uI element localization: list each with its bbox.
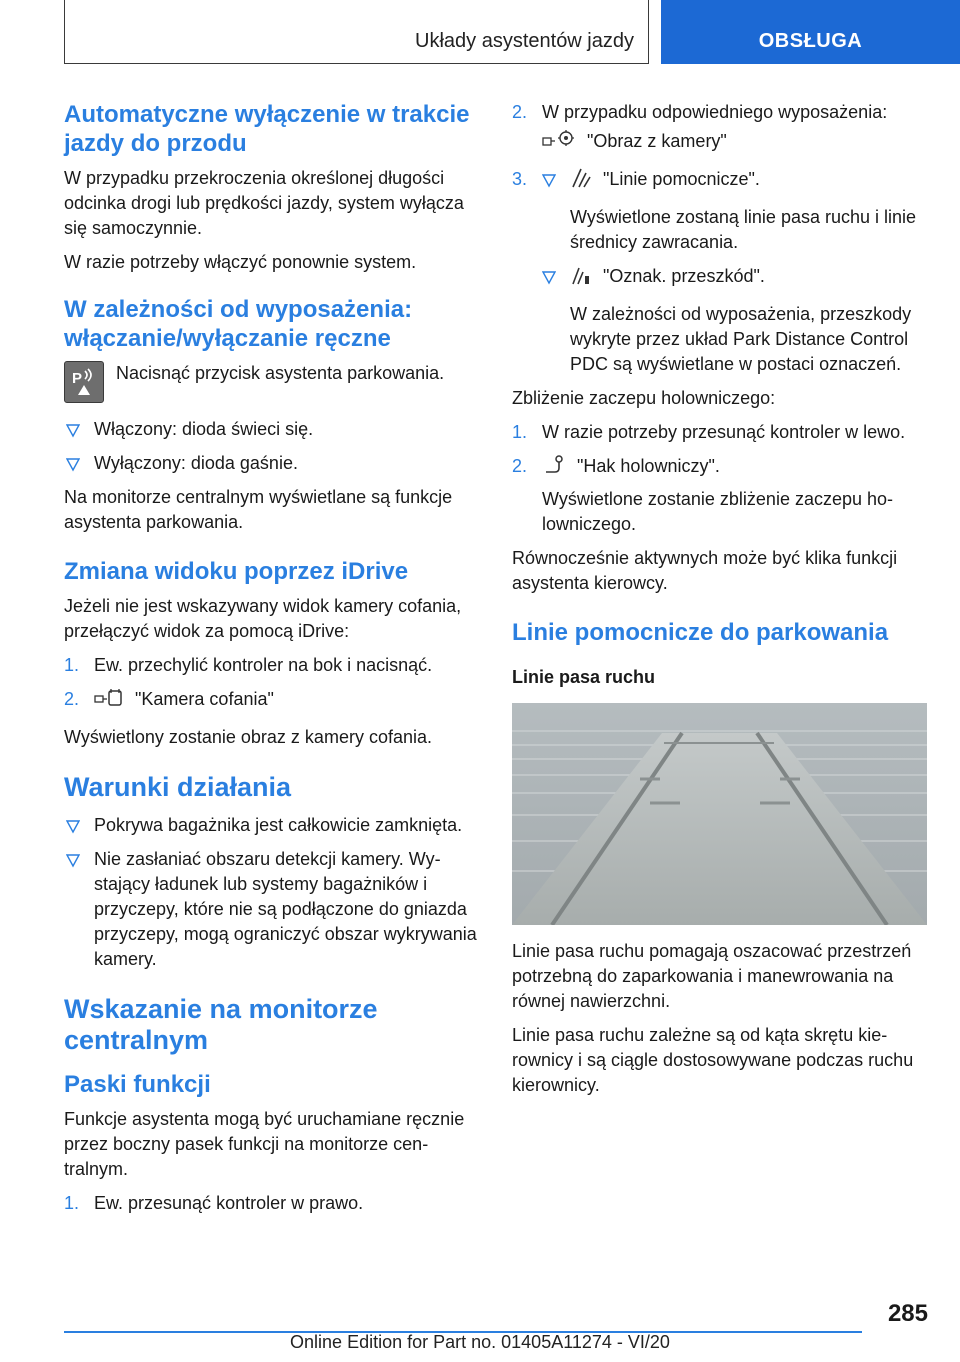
list-item-text: W razie potrzeby przesunąć kontroler w lewo. — [542, 422, 906, 442]
paragraph: Linie pasa ruchu pomagają oszacować przestrzeń potrzebną do zaparkowania i manewrowania na równej nawierzchni. — [512, 941, 912, 1011]
page-number: 285 — [887, 1300, 928, 1327]
list-number: 2. — [64, 689, 80, 709]
list-item-text: "Kamera cofania" — [135, 689, 274, 709]
rear-camera-icon — [94, 687, 124, 716]
list-item — [64, 847, 478, 972]
list-item-text: Pokrywa bagażnika jest całkowicie zamknięta. — [94, 815, 463, 835]
paragraph: Funkcje asystenta mogą być uruchamiane ręcznie przez boczny pasek funkcji na monitorze centralnym. — [64, 1109, 465, 1179]
list-number: 1. — [64, 655, 80, 675]
park-assist-button-row — [64, 361, 478, 403]
heading-lane-lines: Linie pasa ruchu — [512, 667, 656, 687]
list-item-text: Nie zasłaniać obszaru detekcji kamery. Wystający ładunek lub systemy bagażników i przyczepy, które nie są podłączone do gniazda przyczepy, mogą ograniczyć obszar wykrywania kamery. — [94, 849, 477, 969]
paragraph: Na monitorze centralnym wyświetlane są funkcje asystenta parkowania. — [64, 487, 453, 532]
guide-lines-icon — [570, 167, 592, 196]
list-item — [512, 167, 932, 196]
footer-edition: Online Edition for Part no. 01405A11274 - VI/20 — [290, 1332, 670, 1352]
list-item-text: Włączony: dioda świeci się. — [94, 419, 314, 439]
chapter-tab-label: OBSŁUGA — [758, 30, 863, 52]
list-item — [540, 264, 932, 293]
list-item-text: "Hak holowniczy". — [577, 456, 720, 476]
list-number: 1. — [512, 422, 528, 442]
list-item-text: "Linie pomocnicze". — [603, 169, 760, 189]
triangle-bullet-icon — [66, 454, 80, 479]
triangle-bullet-icon — [66, 816, 80, 841]
right-column — [512, 100, 932, 1107]
heading-conditions: Warunki działania — [64, 772, 292, 802]
heading-central-display: Wskazanie na monitorze centralnym — [64, 994, 378, 1055]
lane-lines-illustration — [512, 703, 927, 925]
obstacle-marking-icon — [570, 264, 592, 293]
list-item — [64, 813, 478, 838]
camera-view-icon — [542, 129, 576, 158]
list-item — [64, 1191, 478, 1216]
list-item-text: "Oznak. przeszkód". — [603, 266, 765, 286]
heading-auto-off: Automatyczne wyłączenie w trakcie jazdy do przodu — [64, 101, 470, 157]
list-item-text: Wyłączony: dioda gaśnie. — [94, 453, 298, 473]
paragraph: Linie pasa ruchu zależne są od kąta skrętu kierownicy i są ciągle dostosowywane podczas ruchu kierownicy. — [512, 1025, 914, 1095]
list-item — [64, 417, 478, 442]
list-item-text: Ew. przechylić kontroler na bok i nacisnąć. — [94, 655, 433, 675]
paragraph: Zbliżenie zaczepu holowniczego: — [512, 388, 776, 408]
header-section-box — [64, 0, 649, 64]
press-button-text: Nacisnąć przycisk asystenta parkowania. — [116, 363, 445, 383]
list-item — [512, 420, 932, 445]
list-item — [512, 100, 932, 125]
list-item-text: "Obraz z kamery" — [587, 131, 727, 151]
triangle-bullet-icon — [542, 170, 556, 195]
heading-parking-lines: Linie pomocnicze do parkowania — [512, 619, 889, 646]
heading-view-change: Zmiana widoku poprzez iDrive — [64, 558, 409, 585]
list-item — [512, 454, 932, 483]
svg-text:P: P — [72, 370, 83, 387]
list-item-text: Ew. przesunąć kontroler w prawo. — [94, 1193, 364, 1213]
tow-hitch-icon — [542, 454, 566, 483]
paragraph: Wyświetlony zostanie obraz z kamery cofania. — [64, 727, 432, 747]
heading-function-bars: Paski funkcji — [64, 1071, 211, 1098]
park-assist-button-icon — [64, 361, 104, 403]
list-item — [64, 687, 478, 716]
list-item-continuation: Wyświetlone zostanie zbliżenie zaczepu holowniczego. — [542, 489, 894, 534]
list-item-continuation: Wyświetlone zostaną linie pasa ruchu i linie średnicy zawracania. — [570, 207, 917, 252]
section-title: Układy asystentów jazdy — [415, 30, 634, 52]
chapter-tab — [661, 0, 960, 64]
left-column — [64, 100, 478, 1225]
paragraph: Równocześnie aktywnych może być klika funkcji asystenta kierowcy. — [512, 548, 898, 593]
triangle-bullet-icon — [66, 850, 80, 875]
list-item-text: W przypadku odpowiedniego wyposażenia: — [542, 102, 888, 122]
paragraph: Jeżeli nie jest wskazywany widok kamery cofania, przełączyć widok za pomocą iDrive: — [64, 596, 462, 641]
list-number: 3. — [512, 169, 528, 189]
triangle-bullet-icon — [542, 267, 556, 292]
heading-manual-switch: W zależności od wyposażenia: włączanie/wyłączanie ręczne — [64, 296, 413, 352]
list-item — [64, 653, 478, 678]
paragraph: W przypadku przekroczenia określonej długości odcinka drogi lub prędkości jazdy, system wyłącza się samoczynnie. — [64, 168, 464, 238]
list-item-continuation: W zależności od wyposażenia, przeszkody wykryte przez układ Park Distance Control PDC są wyświetlane w postaci oznaczeń. — [570, 304, 912, 374]
triangle-bullet-icon — [66, 420, 80, 445]
list-item — [64, 451, 478, 476]
list-item-continuation — [512, 129, 932, 158]
list-number: 2. — [512, 102, 528, 122]
paragraph: W razie potrzeby włączyć ponownie system. — [64, 252, 417, 272]
list-number: 2. — [512, 456, 528, 476]
list-number: 1. — [64, 1193, 80, 1213]
